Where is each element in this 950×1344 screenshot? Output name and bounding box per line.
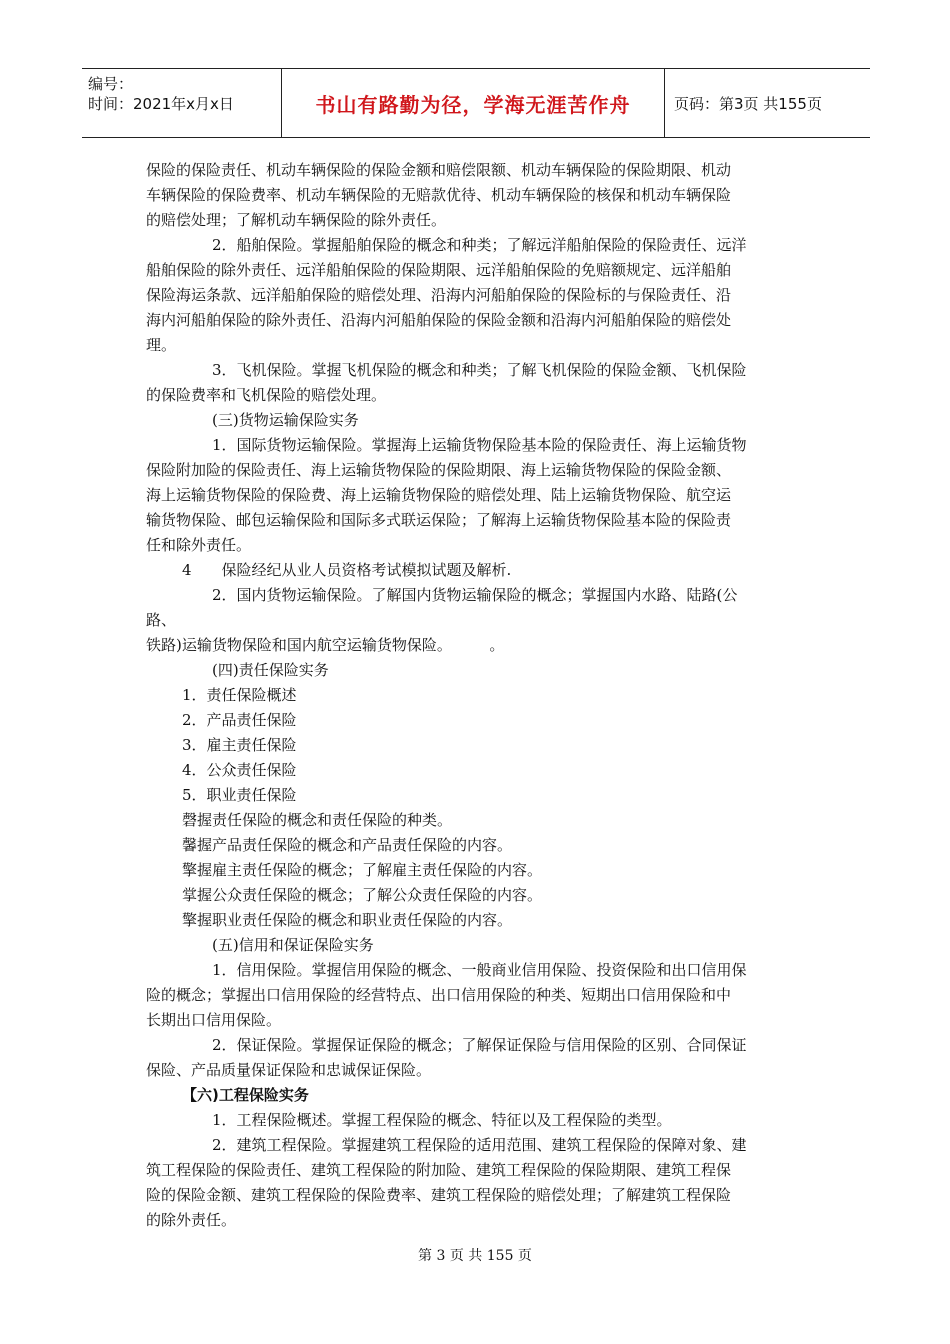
text-line: 保险附加险的保险责任、海上运输货物保险的保险期限、海上运输货物保险的保险金额、 bbox=[146, 461, 732, 479]
text-line: 险的保险金额、建筑工程保险的保险费率、建筑工程保险的赔偿处理；了解建筑工程保险 bbox=[146, 1186, 732, 1204]
text-line: 保险海运条款、远洋船舶保险的赔偿处理、沿海内河船舶保险的保险标的与保险责任、沿 bbox=[146, 286, 732, 304]
text-line: 2．产品责任保险 bbox=[182, 711, 297, 729]
text-line: 1．责任保险概述 bbox=[182, 686, 297, 704]
page-footer: 第 3 页 共 155 页 bbox=[418, 1248, 532, 1264]
text-line: 馨握产品责任保险的概念和产品责任保险的内容。 bbox=[182, 836, 513, 854]
text-line: 3．飞机保险。掌握飞机保险的概念和种类；了解飞机保险的保险金额、飞机保险 bbox=[212, 361, 747, 379]
document-body bbox=[146, 158, 808, 1233]
text-line: 【六)工程保险实务 bbox=[182, 1086, 309, 1104]
text-line: 4 保险经纪从业人员资格考试模拟试题及解析. bbox=[182, 561, 512, 579]
header-motto: 书山有路勤为径，学海无涯苦作舟 bbox=[315, 92, 631, 117]
text-line: 车辆保险的保险费率、机动车辆保险的无赔款优待、机动车辆保险的核保和机动车辆保险 bbox=[146, 186, 732, 204]
text-line: 筑工程保险的保险责任、建筑工程保险的附加险、建筑工程保险的保险期限、建筑工程保 bbox=[146, 1161, 732, 1179]
text-line: 1．工程保险概述。掌握工程保险的概念、特征以及工程保险的类型。 bbox=[212, 1111, 672, 1129]
text-line: (三)货物运输保险实务 bbox=[212, 411, 359, 429]
text-line: 的赔偿处理；了解机动车辆保险的除外责任。 bbox=[146, 211, 447, 229]
text-line: 输货物保险、邮包运输保险和国际多式联运保险；了解海上运输货物保险基本险的保险责 bbox=[146, 511, 732, 529]
text-line: (五)信用和保证保险实务 bbox=[212, 936, 374, 954]
text-line: 掌握公众责任保险的概念；了解公众责任保险的内容。 bbox=[182, 886, 543, 904]
text-line: 理。 bbox=[146, 336, 177, 354]
text-line: 的除外责任。 bbox=[146, 1211, 237, 1229]
header-table bbox=[82, 68, 870, 138]
text-line: 的保险费率和飞机保险的赔偿处理。 bbox=[146, 386, 387, 404]
text-line: 险的概念；掌握出口信用保险的经营特点、出口信用保险的种类、短期出口信用保险和中 bbox=[146, 986, 732, 1004]
document-number-label: 编号： bbox=[88, 75, 134, 93]
text-line: 擎握雇主责任保险的概念；了解雇主责任保险的内容。 bbox=[182, 861, 543, 879]
header-meta-cell bbox=[82, 69, 281, 137]
text-line: 擎握职业责任保险的概念和职业责任保险的内容。 bbox=[182, 911, 513, 929]
text-line: 海上运输货物保险的保险费、海上运输货物保险的赔偿处理、陆上运输货物保险、航空运 bbox=[146, 486, 732, 504]
text-line: 海内河船舶保险的除外责任、沿海内河船舶保险的保险金额和沿海内河船舶保险的赔偿处 bbox=[146, 311, 732, 329]
text-line: 4．公众责任保险 bbox=[182, 761, 297, 779]
text-line: 任和除外责任。 bbox=[146, 536, 252, 554]
text-line: 2．建筑工程保险。掌握建筑工程保险的适用范围、建筑工程保险的保障对象、建 bbox=[212, 1136, 747, 1154]
text-line: 3．雇主责任保险 bbox=[182, 736, 297, 754]
text-line: 1．国际货物运输保险。掌握海上运输货物保险基本险的保险责任、海上运输货物 bbox=[212, 436, 747, 454]
text-line: 长期出口信用保险。 bbox=[146, 1011, 282, 1029]
text-line: 保险的保险责任、机动车辆保险的保险金额和赔偿限额、机动车辆保险的保险期限、机动 bbox=[146, 161, 732, 179]
text-line: 2．保证保险。掌握保证保险的概念；了解保证保险与信用保险的区别、合同保证 bbox=[212, 1036, 747, 1054]
header-motto-cell bbox=[281, 69, 665, 137]
header-page-info: 页码：第3页 共155页 bbox=[674, 94, 822, 113]
text-line: 磬握责任保险的概念和责任保险的种类。 bbox=[182, 811, 453, 829]
text-line: (四)责任保险实务 bbox=[212, 661, 329, 679]
text-line: 2．国内货物运输保险。了解国内货物运输保险的概念；掌握国内水路、陆路(公 bbox=[212, 586, 738, 604]
text-line: 船舶保险的除外责任、远洋船舶保险的保险期限、远洋船舶保险的免赔额规定、远洋船舶 bbox=[146, 261, 732, 279]
text-line: 2．船舶保险。掌握船舶保险的概念和种类；了解远洋船舶保险的保险责任、远洋 bbox=[212, 236, 747, 254]
text-line: 1．信用保险。掌握信用保险的概念、一般商业信用保险、投资保险和出口信用保 bbox=[212, 961, 747, 979]
text-line: 保险、产品质量保证保险和忠诚保证保险。 bbox=[146, 1061, 432, 1079]
text-line: 5．职业责任保险 bbox=[182, 786, 297, 804]
document-date-label: 时间：2021年x月x日 bbox=[88, 95, 234, 113]
text-line: 铁路)运输货物保险和国内航空运输货物保险。 。 bbox=[146, 636, 505, 654]
text-line: 路、 bbox=[146, 611, 177, 629]
